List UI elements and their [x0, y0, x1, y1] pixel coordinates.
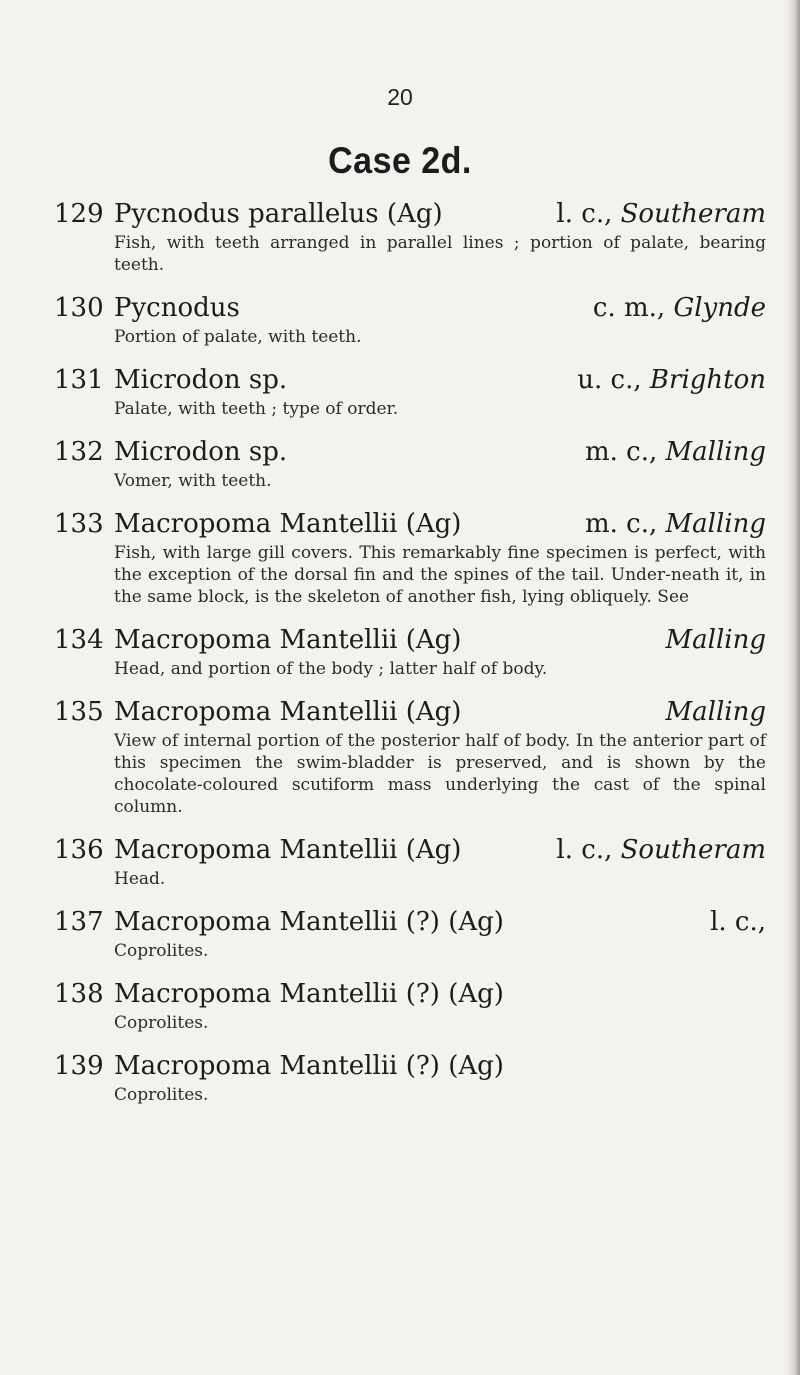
- entry-description: Fish, with teeth arranged in parallel lines ; portion of palate, bearing teeth.: [114, 233, 766, 275]
- entry-number: 129: [54, 199, 104, 229]
- entry-number: 138: [54, 979, 104, 1009]
- catalogue-entry: [54, 904, 766, 962]
- entry-header: [54, 362, 766, 398]
- entry-location: [710, 904, 766, 940]
- catalogue-entry: [54, 290, 766, 348]
- location-place: Malling: [665, 509, 766, 539]
- entry-header: [54, 976, 766, 1012]
- entry-location: [666, 694, 766, 730]
- entry-header: [54, 904, 766, 940]
- catalogue-entry: [54, 196, 766, 276]
- catalogue-entry: [54, 832, 766, 890]
- entry-header: [54, 434, 766, 470]
- entry-name: Microdon sp.: [114, 437, 288, 467]
- location-prefix: c. m.,: [592, 293, 666, 323]
- entry-location: [585, 506, 766, 542]
- entry-location: [577, 362, 766, 398]
- entry-number: 133: [54, 509, 104, 539]
- location-prefix: m. c.,: [584, 509, 658, 539]
- location-prefix: l. c.,: [556, 199, 613, 229]
- entry-name: Macropoma Mantellii (Ag): [114, 509, 462, 539]
- catalogue-entry: [54, 1048, 766, 1106]
- entry-description: Coprolites.: [114, 1085, 209, 1105]
- location-place: Malling: [665, 697, 766, 727]
- entry-number: 139: [54, 1051, 104, 1081]
- entry-name: Microdon sp.: [114, 365, 288, 395]
- entry-number: 136: [54, 835, 104, 865]
- location-prefix: l. c.,: [710, 907, 766, 937]
- catalogue-entry: [54, 362, 766, 420]
- location-prefix: l. c.,: [556, 835, 613, 865]
- entry-description: View of internal portion of the posterior half of body. In the anterior part of this specimen the swim-bladder is preserved, and is shown by the chocolate-coloured scutiform mass underlying the cast of the spinal column.: [114, 731, 766, 817]
- entry-location: [585, 434, 766, 470]
- location-place: Glynde: [673, 293, 766, 323]
- entry-header: [54, 290, 766, 326]
- entry-name: Macropoma Mantellii (Ag): [114, 697, 462, 727]
- entry-location: [556, 196, 766, 232]
- location-place: Southeram: [620, 199, 766, 229]
- page-edge: [786, 0, 800, 1375]
- entry-name: Macropoma Mantellii (Ag): [114, 625, 462, 655]
- location-place: Brighton: [649, 365, 766, 395]
- catalogue-entry: [54, 622, 766, 680]
- entry-description: Head.: [114, 869, 166, 889]
- catalogue-entry: [54, 506, 766, 608]
- entry-name: Macropoma Mantellii (?) (Ag): [114, 979, 504, 1009]
- entry-header: [54, 832, 766, 868]
- case-title: Case 2d.: [328, 140, 472, 181]
- entry-header: [54, 694, 766, 730]
- entry-number: 137: [54, 907, 104, 937]
- entry-name: Pycnodus: [114, 293, 240, 323]
- entry-description: Palate, with teeth ; type of order.: [114, 399, 399, 419]
- location-place: Malling: [665, 625, 766, 655]
- entry-description: Coprolites.: [114, 1013, 209, 1033]
- entry-number: 134: [54, 625, 104, 655]
- entry-description: Vomer, with teeth.: [114, 471, 272, 491]
- entry-number: 135: [54, 697, 104, 727]
- entry-location: [666, 622, 766, 658]
- entry-name: Pycnodus parallelus (Ag): [114, 199, 443, 229]
- entry-header: [54, 506, 766, 542]
- entry-description: Portion of palate, with teeth.: [114, 327, 362, 347]
- entry-description: Head, and portion of the body ; latter half of body.: [114, 659, 548, 679]
- entry-description: Fish, with large gill covers. This remarkably fine specimen is perfect, with the exception of the dorsal fin and the spines of the tail. Under-neath it, in the same block, is the skeleton of another fish, lying obliquely. See: [114, 543, 766, 607]
- catalogue-entries: [54, 196, 766, 1120]
- entry-location: [593, 290, 766, 326]
- catalogue-entry: [54, 694, 766, 818]
- entry-header: [54, 622, 766, 658]
- entry-number: 131: [54, 365, 104, 395]
- entry-name: Macropoma Mantellii (?) (Ag): [114, 907, 504, 937]
- catalogue-entry: [54, 434, 766, 492]
- entry-location: [556, 832, 766, 868]
- page-number: 20: [387, 84, 413, 110]
- entry-name: Macropoma Mantellii (?) (Ag): [114, 1051, 504, 1081]
- location-place: Southeram: [620, 835, 766, 865]
- entry-number: 132: [54, 437, 104, 467]
- location-prefix: m. c.,: [584, 437, 658, 467]
- location-prefix: u. c.,: [577, 365, 642, 395]
- entry-header: [54, 1048, 766, 1084]
- entry-name: Macropoma Mantellii (Ag): [114, 835, 462, 865]
- entry-header: [54, 196, 766, 232]
- location-place: Malling: [665, 437, 766, 467]
- entry-number: 130: [54, 293, 104, 323]
- catalogue-entry: [54, 976, 766, 1034]
- entry-description: Coprolites.: [114, 941, 209, 961]
